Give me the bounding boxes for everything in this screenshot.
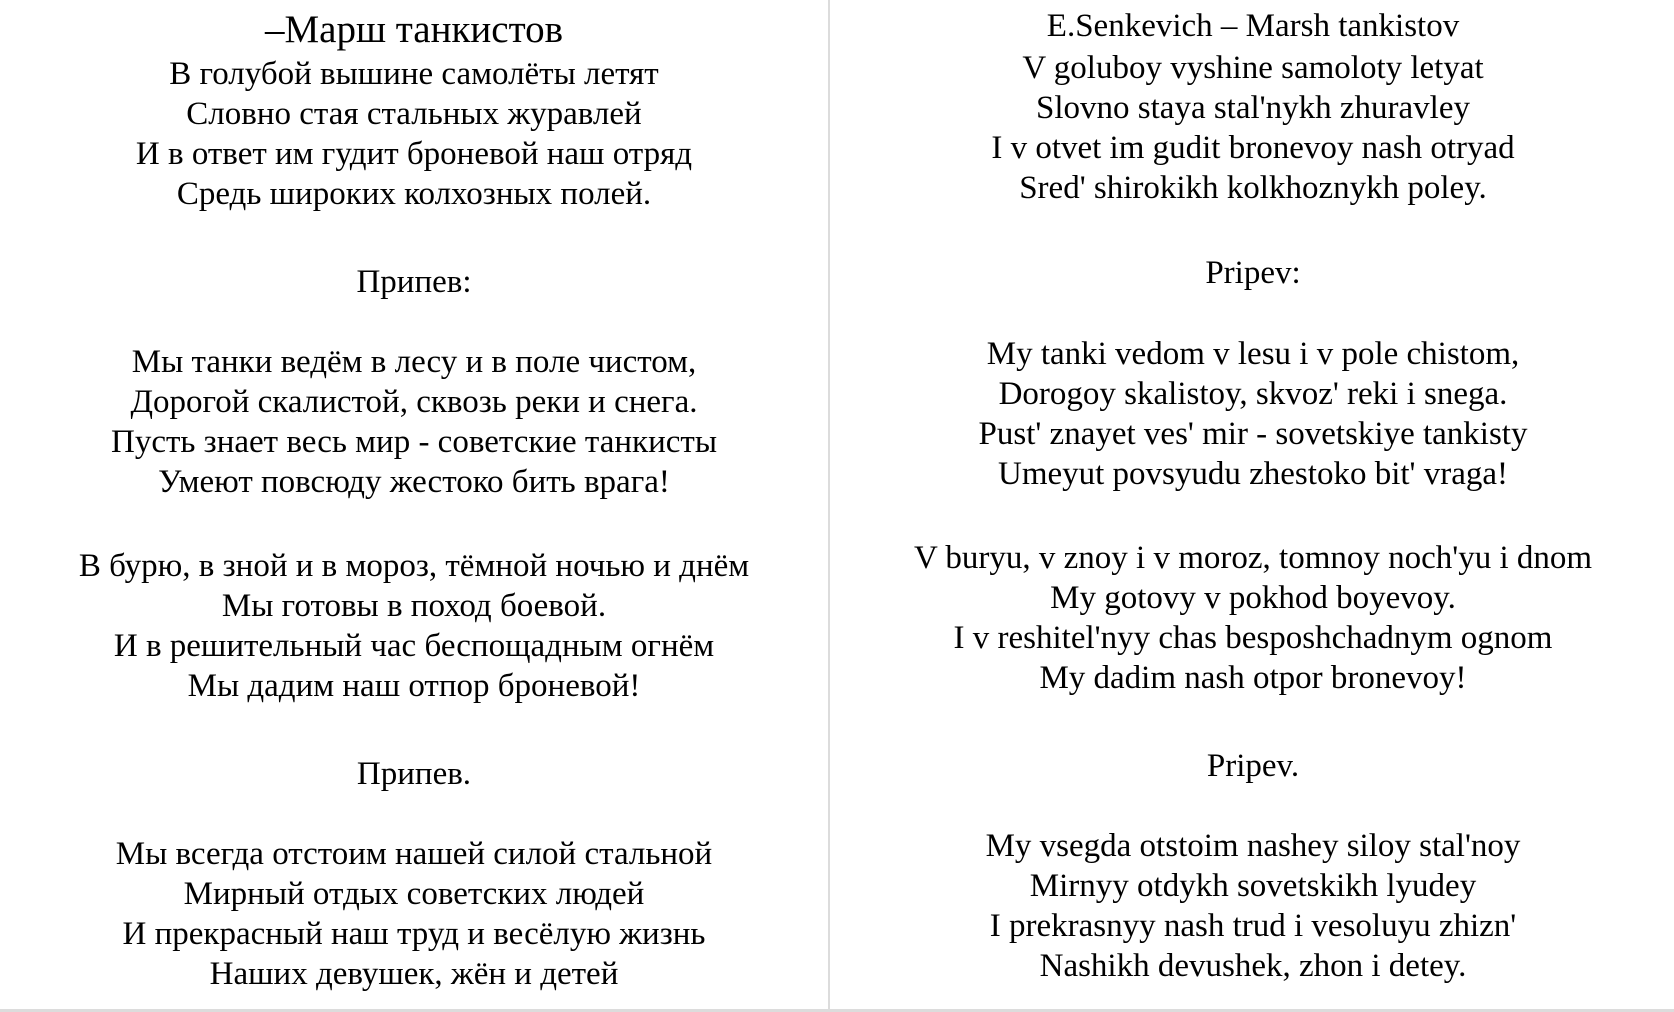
lyric-line: Nashikh devushek, zhon i detey. [1039,948,1467,984]
lyric-line: I v otvet im gudit bronevoy nash otryad [991,130,1515,166]
lyric-line: Мы всегда отстоим нашей силой стальной [115,836,713,872]
song-title-russian: –Марш танкистов [264,8,564,51]
lyric-line: В бурю, в зной и в мороз, тёмной ночью и днём [78,548,750,584]
lyric-line: My tanki vedom v lesu i v pole chistom, [986,336,1520,372]
lyric-line: I prekrasnyy nash trud i vesoluyu zhizn' [989,908,1517,944]
transliteration-column [832,0,1674,1012]
lyric-line: I v reshitel'nyy chas besposhchadnym ognom [953,620,1553,656]
chorus-label: Припев. [356,756,472,792]
lyric-line: Мы готовы в поход боевой. [221,588,607,624]
lyric-line: Умеют повсюду жестоко бить врага! [158,464,670,500]
lyric-line: Дорогой скалистой, сквозь реки и снега. [130,384,698,420]
russian-lyrics-column [0,0,828,1012]
lyric-line: Sred' shirokikh kolkhoznykh poley. [1019,170,1487,206]
lyric-line: My gotovy v pokhod boyevoy. [1050,580,1456,616]
chorus-label: Pripev: [1205,255,1301,291]
lyric-line: Словно стая стальных журавлей [186,96,642,132]
lyric-line: Umeyut povsyudu zhestoko bit' vraga! [997,456,1509,492]
lyric-line: И в ответ им гудит броневой наш отряд [135,136,693,172]
song-title-transliterated: E.Senkevich – Marsh tankistov [1046,8,1460,44]
lyric-line: Мы танки ведём в лесу и в поле чистом, [131,344,697,380]
lyric-line: V goluboy vyshine samoloty letyat [1022,50,1484,86]
lyric-line: Mirnyy otdykh sovetskikh lyudey [1029,868,1477,904]
lyric-line: My vsegda otstoim nashey siloy stal'noy [985,828,1521,864]
lyric-line: My dadim nash otpor bronevoy! [1039,660,1467,696]
lyric-line: V buryu, v znoy i v moroz, tomnoy noch'yu i dnom [913,540,1593,576]
lyric-line: В голубой вышине самолёты летят [169,56,659,92]
chorus-label: Припев: [356,264,472,300]
lyric-line: И в решительный час беспощадным огнём [113,628,715,664]
lyric-line: Мы дадим наш отпор броневой! [187,668,641,704]
chorus-label: Pripev. [1206,748,1300,784]
lyric-line: Мирный отдых советских людей [183,876,645,912]
lyric-line: Slovno staya stal'nykh zhuravley [1036,90,1470,126]
lyric-line: Dorogoy skalistoy, skvoz' reki i snega. [998,376,1508,412]
lyric-line: Наших девушек, жён и детей [209,956,619,992]
lyric-line: И прекрасный наш труд и весёлую жизнь [122,916,706,952]
lyric-line: Средь широких колхозных полей. [176,176,652,212]
lyric-line: Пусть знает весь мир - советские танкисты [110,424,717,460]
column-divider [828,0,830,1012]
lyric-line: Pust' znayet ves' mir - sovetskiye tankisty [978,416,1528,452]
